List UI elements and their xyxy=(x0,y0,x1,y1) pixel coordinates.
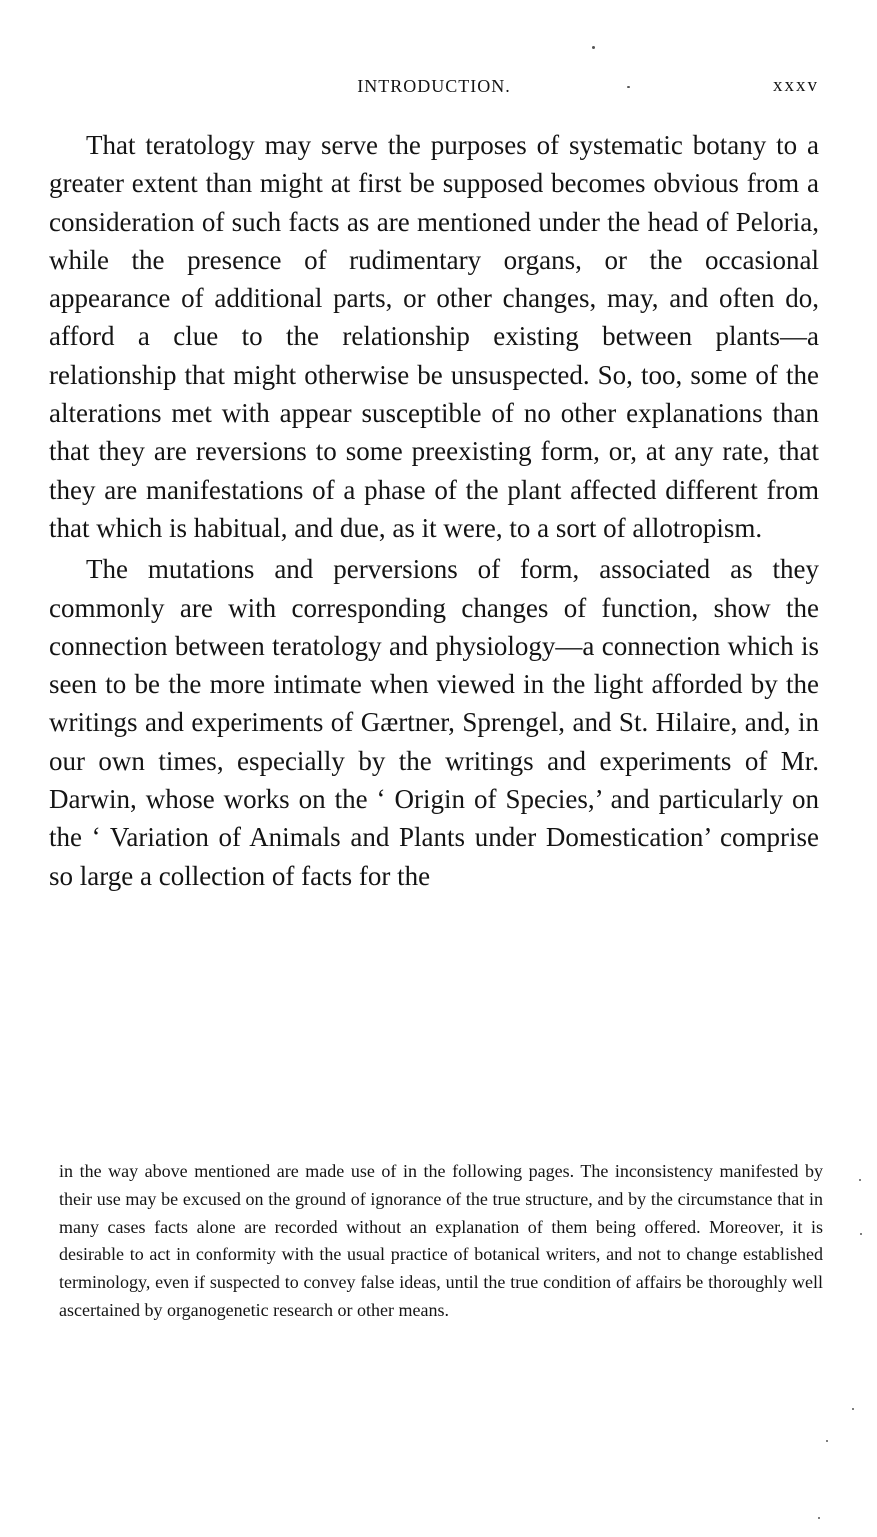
running-title: INTRODUCTION. xyxy=(357,76,511,96)
scan-speck xyxy=(592,46,595,49)
scan-speck xyxy=(627,86,630,88)
scan-speck xyxy=(818,1517,820,1519)
running-head xyxy=(49,71,819,101)
footnote xyxy=(59,1158,823,1325)
footnote-text: in the way above mentioned are made use of in the following pages. The inconsistency manifested by their use may be excused on the ground of ignorance of the true structure, and by the circumstance that in many cases facts alone are recorded without an explanation of them being offered. Moreover, it is desirable to act in conformity with the usual practice of botanical writers, and not to change established terminology, even if suspected to convey false ideas, until the true condition of affairs be thoroughly well ascertained by organogenetic research or other means. xyxy=(59,1161,823,1320)
paragraph: The mutations and perversions of form, associated as they commonly are with corresponding changes of function, show the connection between teratology and physiology—a connection which is seen to be the more intimate when viewed in the light afforded by the writings and experiments of Gærtner, Sprengel, and St. Hilaire, and, in our own times, especially by the writings and experiments of Mr. Darwin, whose works on the ‘ Origin of Species,’ and particularly on the ‘ Variation of Animals and Plants under Domestication’ comprise so large a collection of facts for the xyxy=(49,554,819,891)
body-text xyxy=(49,126,819,898)
scan-speck xyxy=(860,1233,862,1235)
paragraph: That teratology may serve the purposes of systematic botany to a greater extent than might at first be supposed becomes obvious from a consideration of such facts as are mentioned under the head of Peloria, while the presence of rudimentary organs, or the occasional appearance of additional parts, or other changes, may, and often do, afford a clue to the relationship existing between plants—a relationship that might otherwise be unsuspected. So, too, some of the alterations met with appear susceptible of no other explanations than that they are reversions to some preexisting form, or, at any rate, that they are manifestations of a phase of the plant affected different from that which is habitual, and due, as it were, to a sort of allotropism. xyxy=(49,130,819,543)
scan-speck xyxy=(826,1440,828,1442)
page-number: xxxv xyxy=(773,75,819,96)
scan-speck xyxy=(859,1179,861,1181)
scan-speck xyxy=(852,1408,854,1410)
